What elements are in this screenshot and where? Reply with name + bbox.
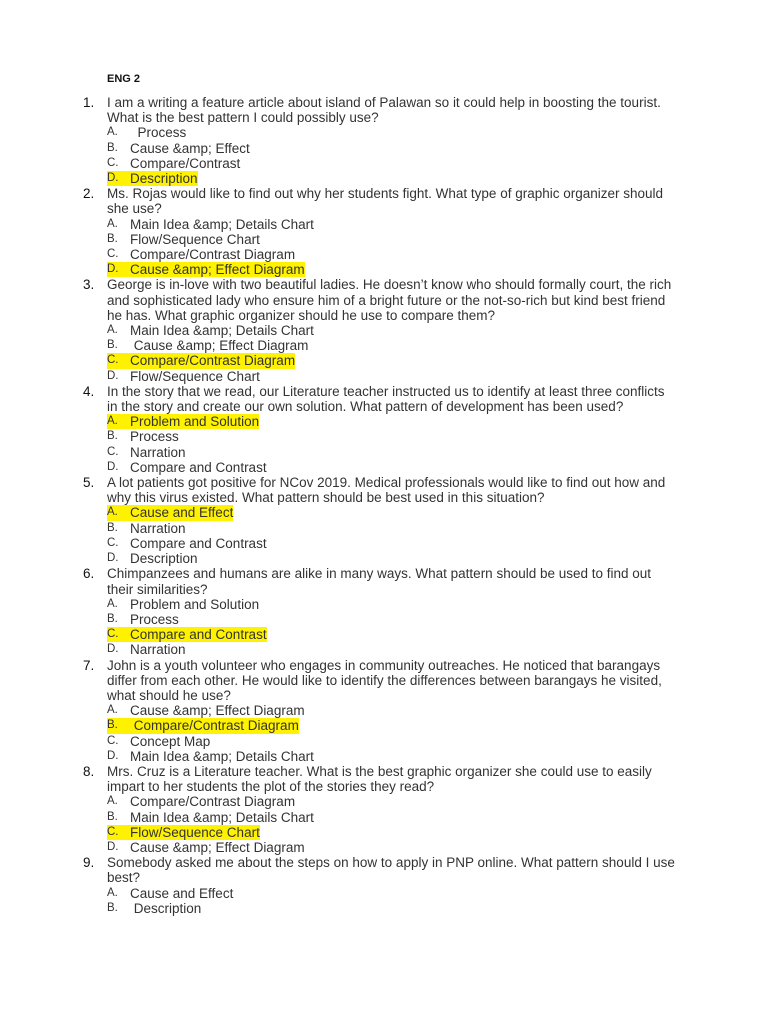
option-text: Compare/Contrast Diagram bbox=[130, 718, 299, 734]
document-title: ENG 2 bbox=[107, 73, 141, 85]
question-number: 7. bbox=[83, 657, 95, 673]
option-text: Flow/Sequence Chart bbox=[130, 231, 260, 247]
option-text: Cause &amp; Effect bbox=[130, 140, 250, 156]
question-text: A lot patients got positive for NCov 2019. Medical professionals would like to find out how and why this virus existed. What pattern should be best used in this situation? bbox=[107, 475, 666, 506]
option-letter: B. bbox=[107, 719, 118, 732]
option-text: Compare and Contrast bbox=[130, 459, 267, 475]
question-number: 6. bbox=[83, 566, 95, 582]
question-number: 4. bbox=[83, 383, 95, 399]
question-list bbox=[0, 95, 768, 916]
question-item bbox=[0, 277, 768, 383]
question-item bbox=[0, 186, 768, 277]
question-item bbox=[0, 475, 768, 566]
option-text: Main Idea &amp; Details Chart bbox=[130, 323, 314, 339]
option-letter: D. bbox=[107, 643, 119, 656]
question-text: I am a writing a feature article about island of Palawan so it could help in boosting the tourist. What is the best pattern I could possibly use? bbox=[107, 95, 661, 126]
answer-option bbox=[107, 536, 667, 551]
option-text: Compare and Contrast bbox=[130, 627, 267, 643]
question-item bbox=[0, 764, 768, 855]
answer-option bbox=[107, 125, 667, 140]
option-letter: A. bbox=[107, 886, 118, 899]
option-letter: A. bbox=[107, 597, 118, 610]
option-letter: C. bbox=[107, 825, 119, 838]
answer-option bbox=[107, 156, 667, 171]
option-text: Main Idea &amp; Details Chart bbox=[130, 748, 314, 764]
answer-option bbox=[107, 551, 667, 566]
question-number: 2. bbox=[83, 186, 95, 202]
answer-option bbox=[107, 703, 667, 718]
answer-option-highlighted bbox=[107, 718, 667, 733]
answer-option bbox=[107, 445, 667, 460]
answer-option-highlighted bbox=[107, 171, 667, 186]
option-letter: B. bbox=[107, 521, 118, 534]
option-text: Problem and Solution bbox=[130, 596, 260, 612]
option-text: Compare/Contrast Diagram bbox=[130, 353, 296, 369]
option-text: Concept Map bbox=[130, 733, 211, 749]
option-text: Compare/Contrast Diagram bbox=[130, 794, 296, 810]
answer-option bbox=[107, 141, 667, 156]
option-letter: C. bbox=[107, 734, 119, 747]
option-text: Description bbox=[130, 171, 198, 187]
answer-option bbox=[107, 612, 667, 627]
option-text: Flow/Sequence Chart bbox=[130, 368, 260, 384]
answer-option bbox=[107, 642, 667, 657]
answer-option-highlighted bbox=[107, 262, 667, 277]
question-text: In the story that we read, our Literature teacher instructed us to identify at least three conflicts in the story and create our own solution. What pattern of development has been used? bbox=[107, 383, 665, 415]
option-text: Main Idea &amp; Details Chart bbox=[130, 216, 314, 232]
question-number: 8. bbox=[83, 763, 95, 779]
answer-option bbox=[107, 369, 667, 384]
question-text: Somebody asked me about the steps on how to apply in PNP online. What pattern should I use best? bbox=[107, 855, 675, 886]
answer-option bbox=[107, 323, 667, 338]
question-text: Chimpanzees and humans are alike in many ways. What pattern should be used to find out their similarities? bbox=[107, 566, 652, 597]
option-text: Cause and Effect bbox=[130, 885, 234, 901]
answer-option bbox=[107, 597, 667, 612]
option-letter: B. bbox=[107, 141, 118, 154]
question-item bbox=[0, 384, 768, 475]
answer-option bbox=[107, 840, 667, 855]
question-number: 5. bbox=[83, 475, 95, 491]
option-letter: B. bbox=[107, 339, 118, 352]
option-text: Cause and Effect bbox=[130, 505, 234, 521]
option-text: Process bbox=[130, 611, 179, 627]
option-text: Compare/Contrast Diagram bbox=[130, 247, 296, 263]
answer-option bbox=[107, 429, 667, 444]
answer-option bbox=[107, 217, 667, 232]
option-letter: A. bbox=[107, 324, 118, 337]
question-number: 3. bbox=[83, 277, 95, 293]
option-text: Cause &amp; Effect Diagram bbox=[130, 703, 305, 719]
option-text: Process bbox=[130, 429, 179, 445]
option-letter: D. bbox=[107, 172, 119, 185]
option-text: Compare and Contrast bbox=[130, 535, 267, 551]
question-item bbox=[0, 566, 768, 657]
option-letter: A. bbox=[107, 704, 118, 717]
option-letter: B. bbox=[107, 810, 118, 823]
answer-option bbox=[107, 901, 667, 916]
option-text: Cause &amp; Effect Diagram bbox=[130, 338, 309, 354]
question-number: 9. bbox=[83, 855, 95, 871]
answer-option bbox=[107, 886, 667, 901]
option-letter: D. bbox=[107, 460, 119, 473]
answer-option-highlighted bbox=[107, 353, 667, 368]
option-letter: C. bbox=[107, 248, 119, 261]
option-letter: D. bbox=[107, 749, 119, 762]
answer-option bbox=[107, 460, 667, 475]
option-letter: B. bbox=[107, 430, 118, 443]
option-text: Flow/Sequence Chart bbox=[130, 824, 260, 840]
answer-option bbox=[107, 734, 667, 749]
option-text: Compare/Contrast bbox=[130, 155, 241, 171]
question-text: John is a youth volunteer who engages in community outreaches. He noticed that barangays differ from each other. He would like to identify the differences between barangays he visited, what should he use? bbox=[107, 657, 662, 703]
answer-option bbox=[107, 521, 667, 536]
option-letter: B. bbox=[107, 901, 118, 914]
answer-option bbox=[107, 338, 667, 353]
option-text: Narration bbox=[130, 444, 186, 460]
answer-option bbox=[107, 794, 667, 809]
answer-option-highlighted bbox=[107, 825, 667, 840]
option-letter: A. bbox=[107, 126, 118, 139]
option-letter: A. bbox=[107, 795, 118, 808]
question-text: Ms. Rojas would like to find out why her students fight. What type of graphic organizer should she use? bbox=[107, 186, 664, 217]
question-item bbox=[0, 658, 768, 764]
option-letter: B. bbox=[107, 232, 118, 245]
answer-option bbox=[107, 232, 667, 247]
option-letter: B. bbox=[107, 612, 118, 625]
option-text: Narration bbox=[130, 642, 186, 658]
answer-option bbox=[107, 247, 667, 262]
answer-option bbox=[107, 749, 667, 764]
option-text: Process bbox=[130, 125, 187, 141]
question-number: 1. bbox=[83, 95, 95, 110]
question-text: Mrs. Cruz is a Literature teacher. What is the best graphic organizer she could use to easily impart to her students the plot of the stories they read? bbox=[107, 763, 652, 795]
answer-option-highlighted bbox=[107, 505, 667, 520]
option-letter: C. bbox=[107, 628, 119, 641]
option-letter: C. bbox=[107, 536, 119, 549]
option-letter: C. bbox=[107, 156, 119, 169]
option-text: Main Idea &amp; Details Chart bbox=[130, 809, 314, 825]
option-letter: A. bbox=[107, 506, 118, 519]
answer-option bbox=[107, 810, 667, 825]
answer-option-highlighted bbox=[107, 627, 667, 642]
option-letter: D. bbox=[107, 840, 119, 853]
question-text: George is in-love with two beautiful ladies. He doesn’t know who should formally court, the rich and sophisticated lady who ensure him of a bright future or the not-so-rich but kind best friend he has. What graphic organizer should he use to compare them? bbox=[107, 277, 672, 323]
option-letter: A. bbox=[107, 217, 118, 230]
answer-option-highlighted bbox=[107, 414, 667, 429]
option-letter: D. bbox=[107, 552, 119, 565]
option-letter: A. bbox=[107, 415, 118, 428]
option-letter: D. bbox=[107, 263, 119, 276]
option-letter: C. bbox=[107, 445, 119, 458]
question-item bbox=[0, 855, 768, 916]
option-text: Problem and Solution bbox=[130, 414, 260, 430]
option-letter: C. bbox=[107, 354, 119, 367]
option-text: Description bbox=[130, 551, 198, 567]
option-text: Description bbox=[130, 900, 202, 916]
option-text: Cause &amp; Effect Diagram bbox=[130, 839, 305, 855]
question-item bbox=[0, 95, 768, 186]
option-text: Cause &amp; Effect Diagram bbox=[130, 262, 305, 278]
option-letter: D. bbox=[107, 369, 119, 382]
option-text: Narration bbox=[130, 520, 186, 536]
